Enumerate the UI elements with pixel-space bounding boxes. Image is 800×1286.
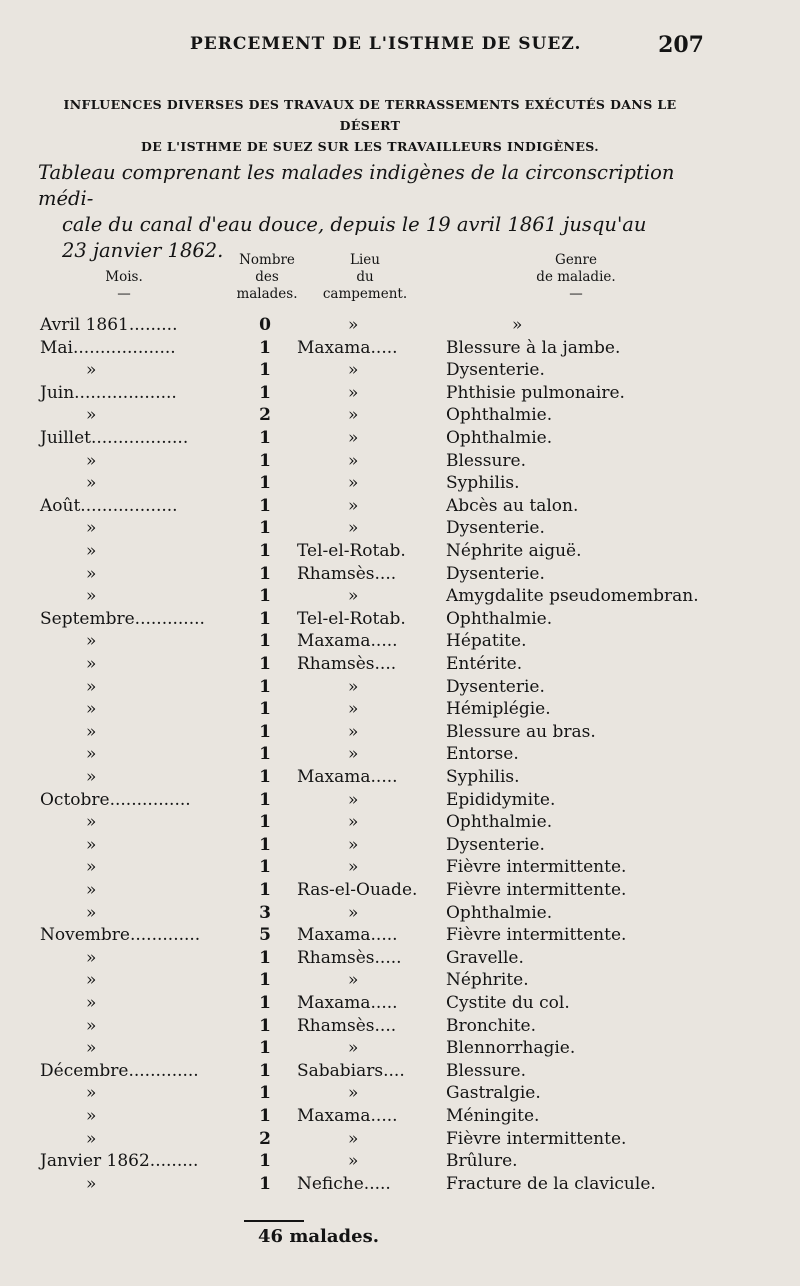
cell-lieu: » bbox=[348, 721, 359, 742]
table-row bbox=[0, 1015, 800, 1038]
cell-mois: Juillet.................. bbox=[40, 428, 189, 448]
cell-nombre: 1 bbox=[259, 654, 271, 674]
cell-mois: » bbox=[86, 1015, 97, 1036]
table-row bbox=[0, 540, 800, 563]
cell-nombre: 1 bbox=[259, 1151, 271, 1172]
cell-genre: Dysenterie. bbox=[446, 360, 545, 381]
cell-nombre: 3 bbox=[259, 902, 271, 923]
cell-nombre: 1 bbox=[259, 586, 271, 607]
cell-genre: Néphrite aiguë. bbox=[446, 541, 582, 561]
table-row bbox=[0, 676, 800, 699]
cell-nombre: 1 bbox=[259, 360, 271, 381]
cell-nombre: 1 bbox=[259, 834, 271, 855]
cell-mois: » bbox=[86, 654, 97, 674]
table-row bbox=[0, 450, 800, 473]
cell-nombre: 1 bbox=[259, 1060, 271, 1081]
cell-lieu: » bbox=[348, 812, 359, 833]
cell-mois: Juin................... bbox=[40, 382, 177, 403]
cell-mois: » bbox=[86, 993, 97, 1013]
cell-lieu: » bbox=[348, 834, 359, 855]
cell-nombre: 1 bbox=[259, 699, 271, 720]
cell-mois: » bbox=[86, 744, 97, 765]
cell-mois: » bbox=[86, 834, 97, 855]
table-header bbox=[0, 252, 800, 312]
table-row bbox=[0, 337, 800, 360]
cell-nombre: 1 bbox=[259, 676, 271, 697]
table-row bbox=[0, 924, 800, 947]
total: 46 malades. bbox=[258, 1226, 379, 1247]
cell-mois: » bbox=[86, 812, 97, 833]
cell-lieu: Maxama..... bbox=[297, 767, 398, 787]
cell-mois: Octobre............... bbox=[40, 789, 191, 810]
section-heading-line: INFLUENCES DIVERSES DES TRAVAUX DE TERRASSEMENTS EXÉCUTÉS DANS LE DÉSERT bbox=[63, 97, 677, 133]
cell-nombre: 1 bbox=[259, 947, 271, 968]
cell-mois: » bbox=[86, 970, 97, 991]
cell-mois: » bbox=[86, 586, 97, 607]
running-title: PERCEMENT DE L'ISTHME DE SUEZ. bbox=[190, 34, 582, 54]
cell-mois: » bbox=[86, 473, 97, 494]
table-row bbox=[0, 495, 800, 518]
cell-lieu: Rhamsès..... bbox=[297, 947, 402, 968]
cell-genre: Hémiplégie. bbox=[446, 699, 551, 720]
cell-mois: Septembre............. bbox=[40, 608, 205, 629]
cell-lieu: Tel-el-Rotab. bbox=[297, 541, 406, 561]
header-nombre bbox=[228, 252, 306, 303]
table-row bbox=[0, 789, 800, 812]
cell-mois: » bbox=[86, 1106, 97, 1126]
cell-nombre: 1 bbox=[259, 857, 271, 878]
cell-nombre: 1 bbox=[259, 495, 271, 516]
cell-nombre: 1 bbox=[259, 1015, 271, 1036]
cell-lieu: Tel-el-Rotab. bbox=[297, 608, 406, 629]
table-row bbox=[0, 856, 800, 879]
table-row bbox=[0, 359, 800, 382]
cell-genre: Phthisie pulmonaire. bbox=[446, 382, 625, 403]
table-row bbox=[0, 879, 800, 902]
cell-lieu: » bbox=[348, 586, 359, 607]
cell-mois: Décembre............. bbox=[40, 1060, 199, 1081]
table-row bbox=[0, 992, 800, 1015]
cell-nombre: 1 bbox=[259, 1173, 271, 1194]
cell-nombre: 1 bbox=[259, 337, 271, 358]
table-row bbox=[0, 811, 800, 834]
cell-lieu: » bbox=[348, 473, 359, 494]
cell-mois: » bbox=[86, 405, 97, 426]
cell-mois: » bbox=[86, 563, 97, 584]
cell-genre: Blessure. bbox=[446, 1060, 526, 1081]
cell-mois: Novembre............. bbox=[40, 925, 201, 946]
table-row bbox=[0, 382, 800, 405]
cell-lieu: » bbox=[348, 902, 359, 923]
table-row bbox=[0, 1082, 800, 1105]
page-number: 207 bbox=[658, 32, 704, 58]
cell-mois: » bbox=[86, 541, 97, 561]
cell-mois: » bbox=[86, 1128, 97, 1149]
cell-genre: Hépatite. bbox=[446, 631, 527, 652]
cell-nombre: 1 bbox=[259, 744, 271, 765]
table-row bbox=[0, 743, 800, 766]
cell-lieu: Maxama..... bbox=[297, 337, 398, 358]
cell-mois: » bbox=[86, 947, 97, 968]
table-row bbox=[0, 585, 800, 608]
cell-genre: Abcès au talon. bbox=[446, 495, 579, 516]
header-nombre-line: Nombre bbox=[239, 252, 295, 268]
table-row bbox=[0, 1150, 800, 1173]
cell-nombre: 5 bbox=[259, 925, 271, 946]
section-heading-line: DE L'ISTHME DE SUEZ SUR LES TRAVAILLEURS INDIGÈNES. bbox=[140, 139, 600, 154]
cell-genre: Fièvre intermittente. bbox=[446, 857, 627, 878]
table-row bbox=[0, 698, 800, 721]
cell-nombre: 1 bbox=[259, 993, 271, 1013]
cell-lieu: Ras-el-Ouade. bbox=[297, 880, 418, 900]
header-lieu bbox=[312, 252, 418, 303]
header-nombre-line: des bbox=[255, 269, 279, 285]
cell-lieu: Rhamsès.... bbox=[297, 654, 397, 674]
cell-nombre: 1 bbox=[259, 1083, 271, 1104]
table-caption bbox=[38, 160, 706, 264]
cell-nombre: 1 bbox=[259, 880, 271, 900]
table-row bbox=[0, 1128, 800, 1151]
table-row bbox=[0, 766, 800, 789]
cell-genre: Amygdalite pseudomembran. bbox=[446, 586, 699, 607]
cell-mois: » bbox=[86, 902, 97, 923]
cell-lieu: » bbox=[348, 970, 359, 991]
caption-line: 23 janvier 1862. bbox=[62, 239, 224, 262]
cell-mois: » bbox=[86, 1083, 97, 1104]
table-row bbox=[0, 404, 800, 427]
cell-lieu: » bbox=[348, 1151, 359, 1172]
cell-genre: Cystite du col. bbox=[446, 993, 570, 1013]
cell-lieu: » bbox=[348, 1083, 359, 1104]
running-head bbox=[40, 34, 704, 60]
cell-mois: » bbox=[86, 676, 97, 697]
cell-nombre: 2 bbox=[259, 1128, 271, 1149]
cell-mois: » bbox=[86, 721, 97, 742]
cell-genre: Gravelle. bbox=[446, 947, 524, 968]
cell-lieu: » bbox=[348, 382, 359, 403]
cell-genre: Brûlure. bbox=[446, 1151, 518, 1172]
header-genre bbox=[520, 252, 632, 303]
cell-genre: Dysenterie. bbox=[446, 676, 545, 697]
cell-nombre: 1 bbox=[259, 1038, 271, 1059]
cell-mois: Janvier 1862......... bbox=[40, 1151, 199, 1172]
table-row bbox=[0, 653, 800, 676]
cell-lieu: » bbox=[348, 450, 359, 471]
table-row bbox=[0, 517, 800, 540]
cell-nombre: 0 bbox=[259, 315, 271, 335]
table-row bbox=[0, 1060, 800, 1083]
header-mois bbox=[96, 269, 152, 303]
cell-genre: Ophthalmie. bbox=[446, 428, 553, 448]
cell-genre: Dysenterie. bbox=[446, 518, 545, 539]
header-mois-label: Mois. bbox=[105, 269, 143, 285]
cell-genre: Néphrite. bbox=[446, 970, 529, 991]
cell-genre: Syphilis. bbox=[446, 767, 520, 787]
cell-nombre: 1 bbox=[259, 631, 271, 652]
cell-lieu: » bbox=[348, 428, 359, 448]
cell-lieu: » bbox=[348, 857, 359, 878]
cell-genre: Méningite. bbox=[446, 1106, 540, 1126]
cell-mois: Août.................. bbox=[40, 495, 178, 516]
cell-mois: » bbox=[86, 450, 97, 471]
cell-genre: Ophthalmie. bbox=[446, 405, 553, 426]
cell-genre: Ophthalmie. bbox=[446, 902, 553, 923]
cell-genre: Bronchite. bbox=[446, 1015, 537, 1036]
cell-mois: Mai................... bbox=[40, 337, 176, 358]
cell-lieu: » bbox=[348, 1128, 359, 1149]
table-row bbox=[0, 314, 800, 337]
cell-lieu: » bbox=[348, 1038, 359, 1059]
cell-lieu: » bbox=[348, 495, 359, 516]
table-row bbox=[0, 1037, 800, 1060]
cell-genre: Blessure au bras. bbox=[446, 721, 596, 742]
cell-genre: » bbox=[512, 315, 523, 335]
cell-lieu: » bbox=[348, 789, 359, 810]
table-row bbox=[0, 721, 800, 744]
cell-nombre: 1 bbox=[259, 789, 271, 810]
cell-lieu: Rhamsès.... bbox=[297, 563, 397, 584]
cell-mois: » bbox=[86, 767, 97, 787]
cell-mois: » bbox=[86, 1038, 97, 1059]
header-genre-line: de maladie. bbox=[536, 269, 616, 285]
cell-genre: Ophthalmie. bbox=[446, 812, 553, 833]
cell-nombre: 1 bbox=[259, 518, 271, 539]
cell-lieu: Maxama..... bbox=[297, 631, 398, 652]
table-row bbox=[0, 947, 800, 970]
cell-nombre: 1 bbox=[259, 812, 271, 833]
cell-lieu: Sababiars.... bbox=[297, 1060, 405, 1081]
cell-lieu: Maxama..... bbox=[297, 925, 398, 946]
cell-nombre: 2 bbox=[259, 405, 271, 426]
cell-nombre: 1 bbox=[259, 382, 271, 403]
header-dash: — bbox=[117, 286, 131, 302]
cell-genre: Fracture de la clavicule. bbox=[446, 1173, 656, 1194]
cell-genre: Entorse. bbox=[446, 744, 519, 765]
header-dash: — bbox=[569, 286, 583, 302]
cell-lieu: » bbox=[348, 744, 359, 765]
cell-genre: Dysenterie. bbox=[446, 834, 545, 855]
cell-genre: Blennorrhagie. bbox=[446, 1038, 576, 1059]
cell-genre: Fièvre intermittente. bbox=[446, 1128, 627, 1149]
cell-nombre: 1 bbox=[259, 473, 271, 494]
table-row bbox=[0, 902, 800, 925]
table-row bbox=[0, 969, 800, 992]
table-row bbox=[0, 834, 800, 857]
cell-mois: Avril 1861......... bbox=[40, 315, 178, 335]
table-row bbox=[0, 472, 800, 495]
table-row bbox=[0, 563, 800, 586]
cell-nombre: 1 bbox=[259, 541, 271, 561]
cell-nombre: 1 bbox=[259, 767, 271, 787]
header-lieu-line: campement. bbox=[322, 286, 408, 302]
table-row bbox=[0, 608, 800, 631]
header-lieu-line: Lieu bbox=[350, 252, 380, 268]
cell-lieu: Maxama..... bbox=[297, 993, 398, 1013]
cell-lieu: » bbox=[348, 360, 359, 381]
section-heading bbox=[36, 94, 704, 157]
cell-nombre: 1 bbox=[259, 563, 271, 584]
caption-line: cale du canal d'eau douce, depuis le 19 avril 1861 jusqu'au bbox=[62, 213, 647, 236]
header-nombre-line: malades. bbox=[236, 286, 298, 302]
cell-genre: Epididymite. bbox=[446, 789, 556, 810]
cell-nombre: 1 bbox=[259, 970, 271, 991]
cell-genre: Ophthalmie. bbox=[446, 608, 553, 629]
cell-genre: Fièvre intermittente. bbox=[446, 880, 627, 900]
cell-mois: » bbox=[86, 857, 97, 878]
cell-lieu: » bbox=[348, 699, 359, 720]
header-genre-line: Genre bbox=[555, 252, 597, 268]
table-row bbox=[0, 1173, 800, 1196]
cell-mois: » bbox=[86, 631, 97, 652]
cell-mois: » bbox=[86, 518, 97, 539]
cell-mois: » bbox=[86, 880, 97, 900]
cell-genre: Fièvre intermittente. bbox=[446, 925, 627, 946]
cell-lieu: » bbox=[348, 315, 359, 335]
cell-genre: Syphilis. bbox=[446, 473, 520, 494]
cell-genre: Entérite. bbox=[446, 654, 523, 674]
table-row bbox=[0, 427, 800, 450]
cell-lieu: » bbox=[348, 518, 359, 539]
cell-nombre: 1 bbox=[259, 450, 271, 471]
cell-nombre: 1 bbox=[259, 608, 271, 629]
cell-nombre: 1 bbox=[259, 428, 271, 448]
cell-genre: Dysenterie. bbox=[446, 563, 545, 584]
cell-lieu: Rhamsès.... bbox=[297, 1015, 397, 1036]
total-rule bbox=[244, 1220, 304, 1222]
header-lieu-line: du bbox=[356, 269, 374, 285]
cell-lieu: Nefiche..... bbox=[297, 1173, 391, 1194]
cell-mois: » bbox=[86, 699, 97, 720]
cell-nombre: 1 bbox=[259, 1106, 271, 1126]
cell-lieu: » bbox=[348, 676, 359, 697]
cell-lieu: Maxama..... bbox=[297, 1106, 398, 1126]
cell-mois: » bbox=[86, 360, 97, 381]
cell-genre: Blessure. bbox=[446, 450, 526, 471]
cell-genre: Blessure à la jambe. bbox=[446, 337, 621, 358]
table-row bbox=[0, 630, 800, 653]
table-row bbox=[0, 1105, 800, 1128]
cell-lieu: » bbox=[348, 405, 359, 426]
caption-line: Tableau comprenant les malades indigènes de la circonscription médi- bbox=[38, 161, 675, 210]
cell-mois: » bbox=[86, 1173, 97, 1194]
cell-genre: Gastralgie. bbox=[446, 1083, 541, 1104]
cell-nombre: 1 bbox=[259, 721, 271, 742]
